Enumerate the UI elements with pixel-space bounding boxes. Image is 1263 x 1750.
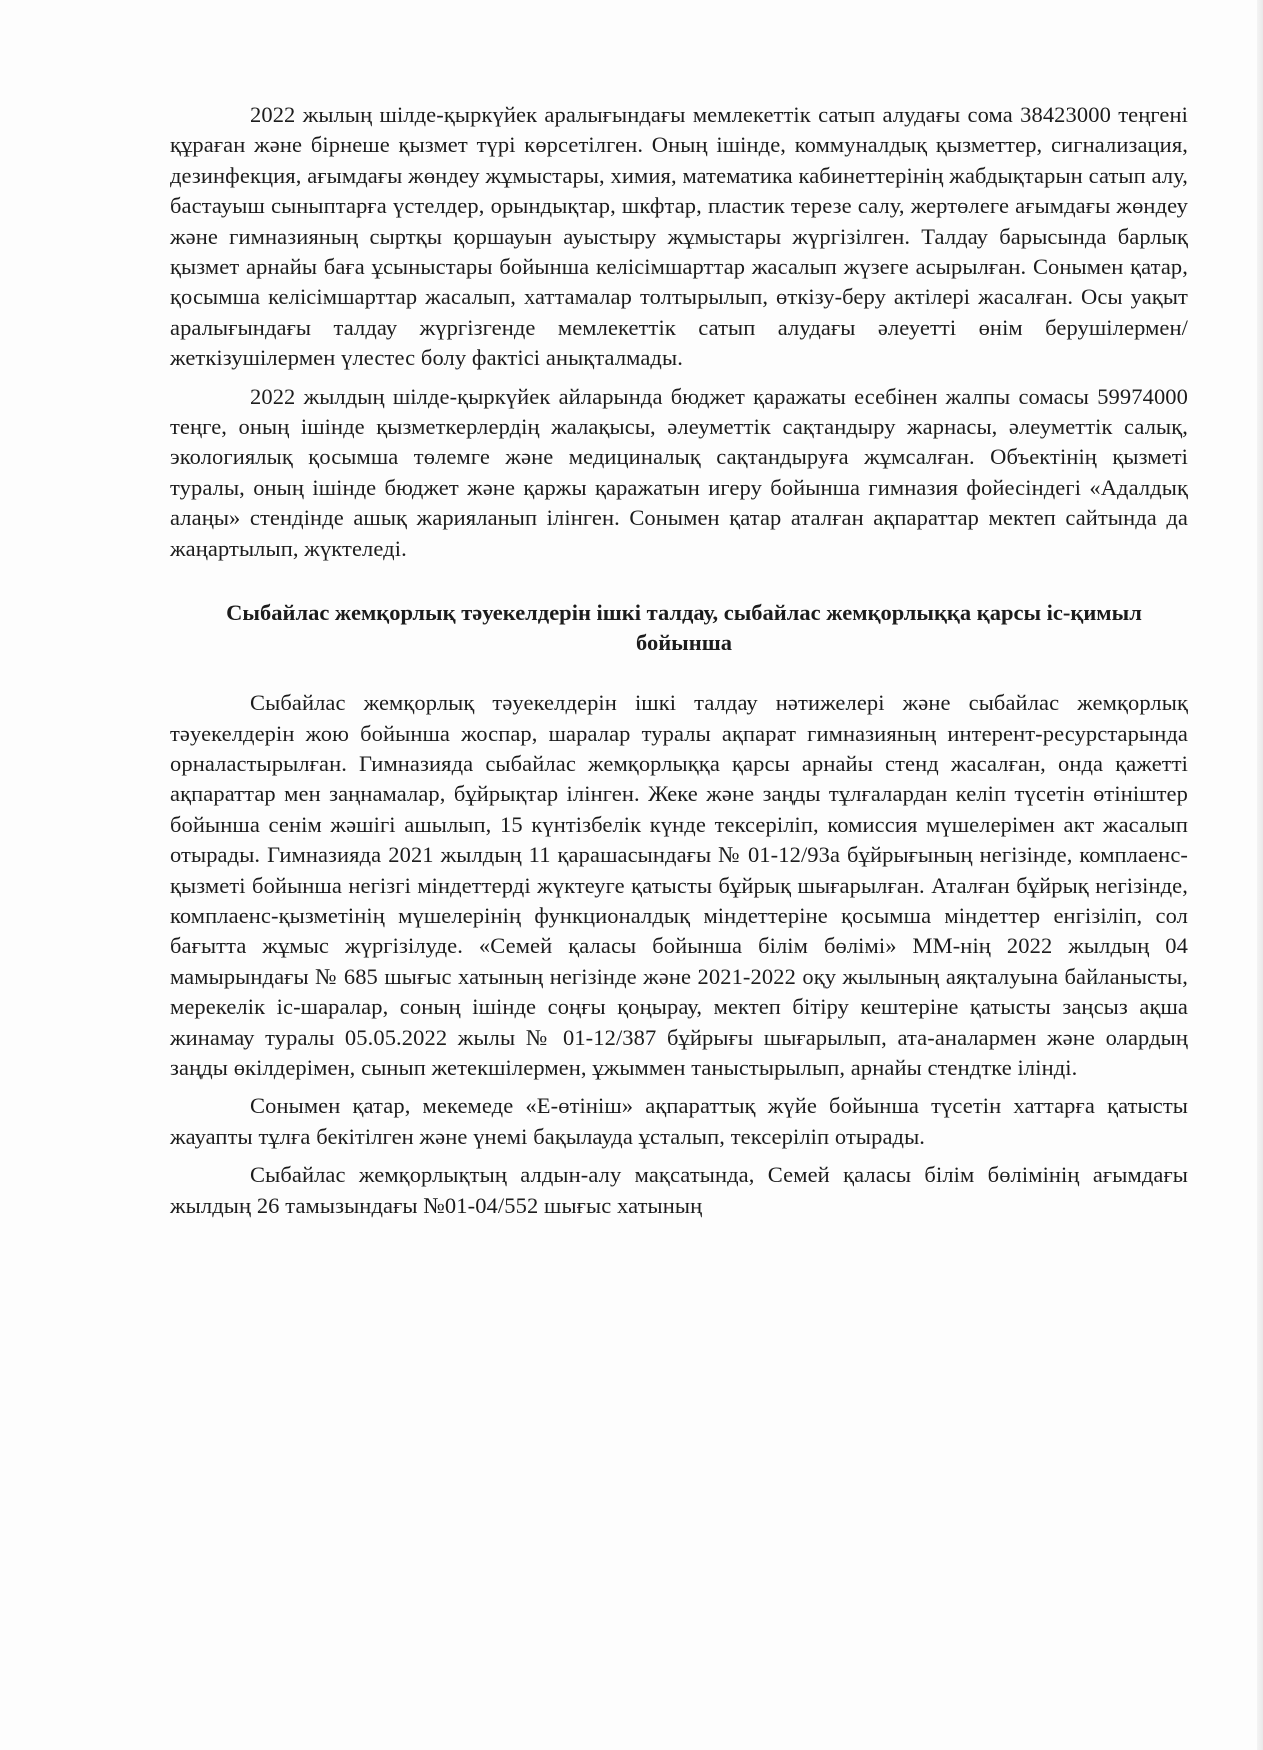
paragraph-e-otinish: Сонымен қатар, мекемеде «Е-өтініш» ақпараттық жүйе бойынша түсетін хаттарға қатысты жауапты тұлға бекітілген және үнемі бақылауда ұсталып, тексеріліп отырады.: [170, 1093, 1188, 1149]
paragraph-prevention: Сыбайлас жемқорлықтың алдын-алу мақсатында, Семей қаласы білім бөлімінің ағымдағы жылдың 26 тамызындағы №01-04/552 шығыс хатының: [170, 1162, 1188, 1218]
paragraph-budget: 2022 жылдың шілде-қыркүйек айларында бюджет қаражаты есебінен жалпы сомасы 59974000 теңге, оның ішінде қызметкерлердің жалақысы, әлеуметтік сақтандыру жарнасы, әлеуметтік салық, экологиялық қосымша төлемге және медициналық сақтандыруға жұмсалған. Объектінің қызметі туралы, оның ішінде бюджет және қаржы қаражатын игеру бойынша гимназия фойесіндегі «Адалдық алаңы» стендінде ашық жарияланып ілінген. Сонымен қатар аталған ақпараттар мектеп сайтында да жаңартылып, жүктеледі.: [170, 383, 1188, 561]
section-heading: Сыбайлас жемқорлық тәуекелдерін ішкі талдау, сыбайлас жемқорлыққа қарсы іс-қимыл бойынша: [226, 600, 1142, 656]
scan-edge: [1257, 0, 1263, 1750]
paragraph-anticorruption-analysis: Сыбайлас жемқорлық тәуекелдерін ішкі талдау нәтижелері және сыбайлас жемқорлық тәуекелдерін жою бойынша жоспар, шаралар туралы ақпарат гимназияның интерент-ресурстарында орналастырылған. Гимназияда сыбайлас жемқорлыққа қарсы арнайы стенд жасалған, онда қажетті ақпараттар мен заңнамалар, бұйрықтар ілінген. Жеке және заңды тұлғалардан келіп түсетін өтініштер бойынша сенім жәшігі ашылып, 15 күнтізбелік күнде тексеріліп, комиссия мүшелерімен акт жасалып отырады. Гимназияда 2021 жылдың 11 қарашасындағы № 01-12/93а бұйрығының негізінде, комплаенс-қызметі бойынша негізгі міндеттерді жүктеуге қатысты бұйрық шығарылған. Аталған бұйрық негізінде, комплаенс-қызметінің мүшелерінің функционалдық міндеттеріне қосымша міндеттер енгізіліп, сол бағытта жұмыс жүргізілуде. «Семей қаласы бойынша білім бөлімі» ММ-нің 2022 жылдың 04 мамырындағы № 685 шығыс хатының негізінде және 2021-2022 оқу жылының аяқталуына байланысты, мерекелік іс-шаралар, соның ішінде соңғы қоңырау, мектеп бітіру кештеріне қатысты заңсыз ақша жинамау туралы 05.05.2022 жылы № 01-12/387 бұйрығы шығарылып, ата-аналармен және олардың заңды өкілдерімен, сынып жетекшілермен, ұжыммен таныстырылып, арнайы стендтке ілінді.: [170, 690, 1188, 1080]
paragraph-procurement: 2022 жылың шілде-қыркүйек аралығындағы мемлекеттік сатып алудағы сома 38423000 теңгені құраған және бірнеше қызмет түрі көрсетілген. Оның ішінде, коммуналдық қызметтер, сигнализация, дезинфекция, ағымдағы жөндеу жұмыстары, химия, математика кабинеттерінің жабдықтарын сатып алу, бастауыш сыныптарға үстелдер, орындықтар, шкфтар, пластик терезе салу, жертөлеге ағымдағы жөндеу және гимназияның сыртқы қоршауын ауыстыру жұмыстары жүргізілген. Талдау барысында барлық қызмет арнайы баға ұсыныстары бойынша келісімшарттар жасалып жүзеге асырылған. Сонымен қатар, қосымша келісімшарттар жасалып, хаттамалар толтырылып, өткізу-беру актілері жасалған. Осы уақыт аралығындағы талдау жүргізгенде мемлекеттік сатып алудағы әлеуетті өнім берушілермен/жеткізушілермен үлестес болу фактісі анықталмады.: [170, 102, 1188, 371]
document-body: [170, 100, 1188, 1221]
